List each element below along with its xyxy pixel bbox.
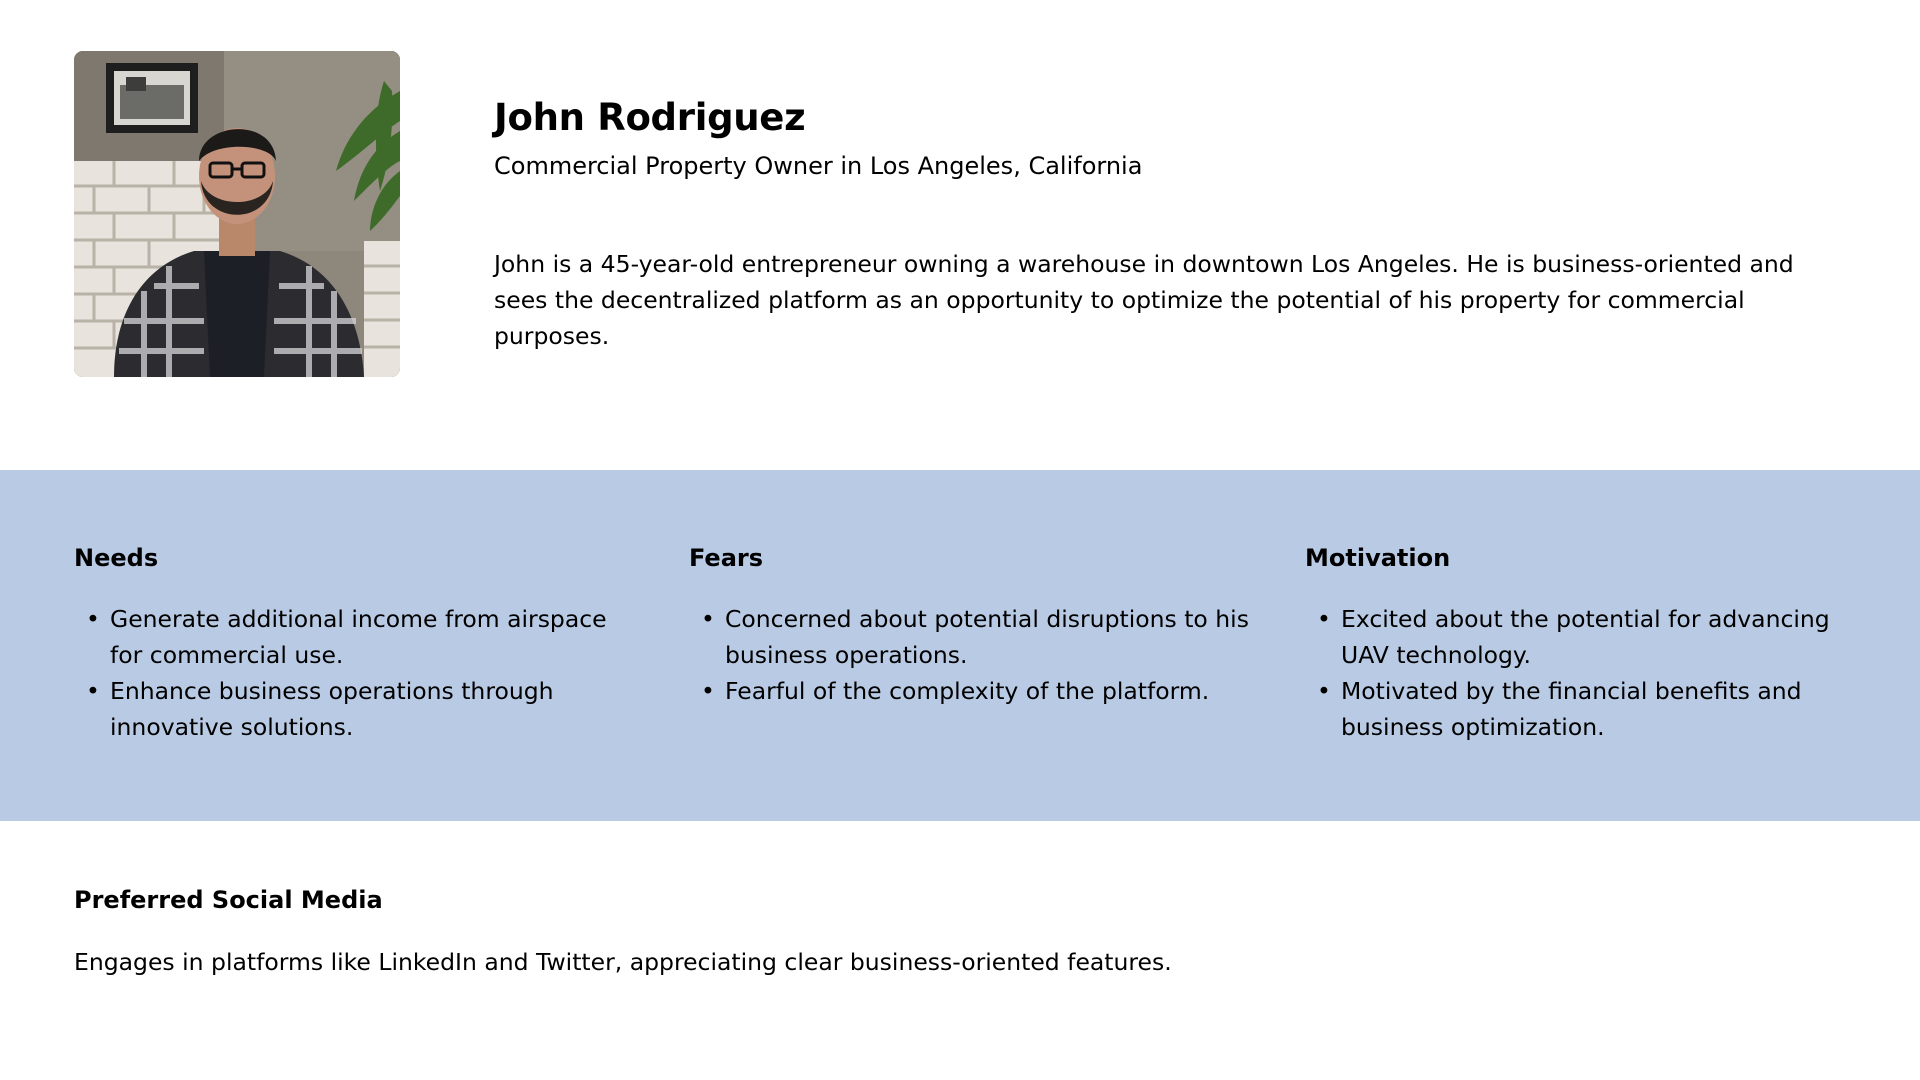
- needs-title: Needs: [74, 544, 159, 572]
- fears-list: [689, 601, 1259, 709]
- needs-section: [74, 542, 644, 745]
- list-item: • Fearful of the complexity of the platform.: [689, 673, 1259, 709]
- profile-photo: [74, 51, 400, 377]
- list-item: • Enhance business operations through innovative solutions.: [74, 673, 644, 745]
- motivation-title: Motivation: [1305, 544, 1451, 572]
- fears-section: [689, 542, 1259, 709]
- persona-details-band: [0, 470, 1920, 821]
- social-media-section: [74, 884, 1774, 980]
- persona-name: John Rodriguez: [494, 96, 806, 139]
- persona-bio: John is a 45-year-old entrepreneur owning a warehouse in downtown Los Angeles. He is business-oriented and sees the decentralized platform as an opportunity to optimize the potential of his property for commercial purposes.: [494, 250, 1794, 350]
- list-item: • Generate additional income from airspace for commercial use.: [74, 601, 644, 673]
- motivation-section: [1305, 542, 1875, 745]
- list-item: • Motivated by the financial benefits and business optimization.: [1305, 673, 1875, 745]
- social-media-text: Engages in platforms like LinkedIn and Twitter, appreciating clear business-oriented features.: [74, 948, 1172, 976]
- needs-list: [74, 601, 644, 745]
- list-item: • Concerned about potential disruptions to his business operations.: [689, 601, 1259, 673]
- list-item: • Excited about the potential for advancing UAV technology.: [1305, 601, 1875, 673]
- social-media-title: Preferred Social Media: [74, 886, 383, 914]
- persona-role: Commercial Property Owner in Los Angeles, California: [494, 152, 1143, 180]
- fears-title: Fears: [689, 544, 764, 572]
- motivation-list: [1305, 601, 1875, 745]
- persona-header: [0, 0, 1920, 470]
- person-photo-icon: [74, 51, 400, 377]
